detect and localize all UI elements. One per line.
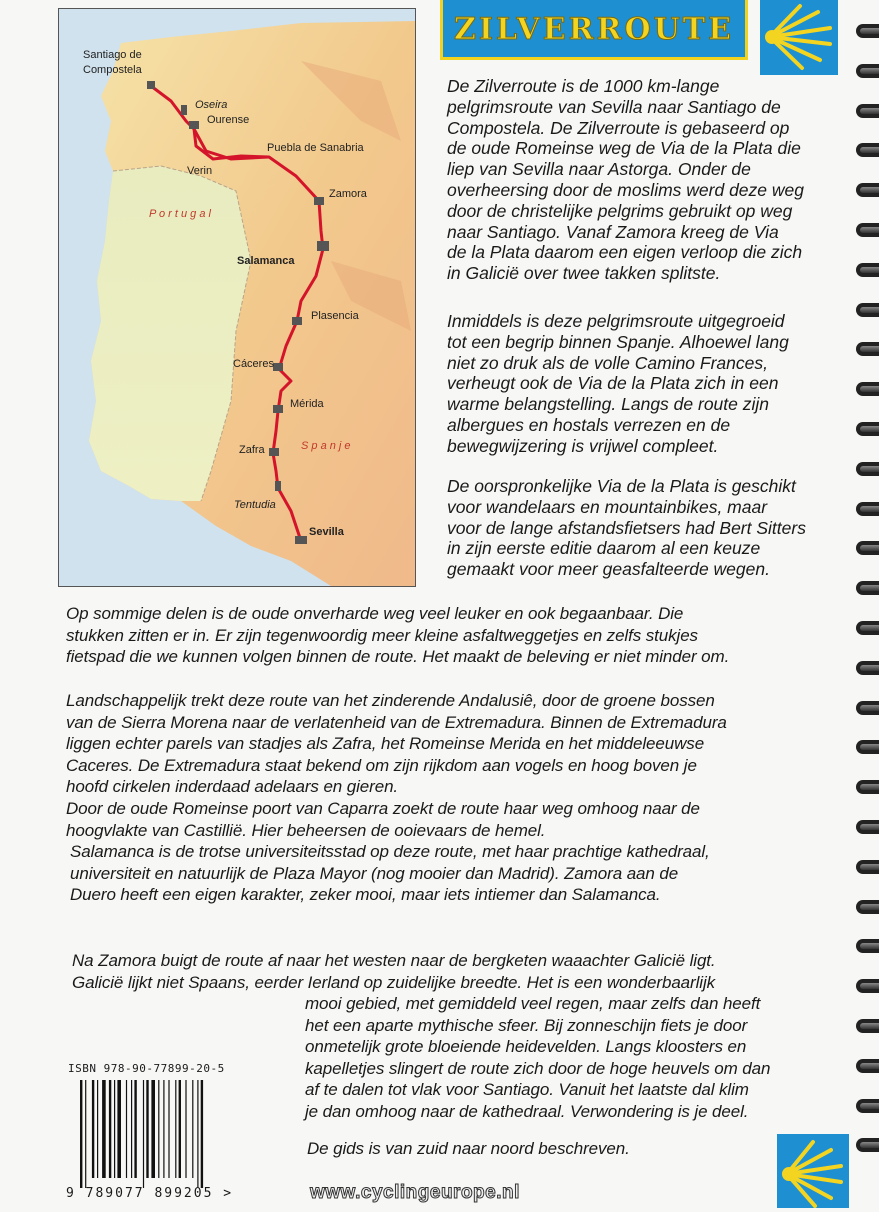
label-verin: Verin (187, 165, 213, 177)
binding-ring (856, 701, 879, 715)
label-caceres: Cáceres (233, 358, 274, 370)
barcode-bar (146, 1080, 148, 1178)
binding-ring (856, 462, 879, 476)
text-line: bewegwijzering is vrijwel compleet. (447, 435, 719, 456)
text-line: De Zilverroute is de 1000 km-lange (447, 76, 720, 96)
label-salamanca: Salamanca (237, 255, 295, 267)
barcode-bar (158, 1080, 159, 1178)
galicia-paragraph-continued (305, 993, 770, 1123)
binding-ring (856, 303, 879, 317)
intro-paragraph (447, 76, 804, 284)
binding-ring (856, 661, 879, 675)
barcode-bar (201, 1080, 203, 1188)
binding-ring (856, 64, 879, 78)
barcode-bar (109, 1080, 111, 1178)
label-sevilla: Sevilla (309, 526, 344, 538)
label-oseira: Oseira (195, 99, 228, 111)
label-zafra: Zafra (239, 444, 265, 456)
barcode-digits: 9 789077 899205 > (66, 1186, 234, 1201)
scallop-shell-icon (760, 0, 838, 75)
barcode-bar (97, 1080, 98, 1178)
barcode-bar (117, 1080, 121, 1178)
label-spanje: S p a n j e (301, 440, 351, 452)
barcode-bar (175, 1080, 176, 1178)
scallop-shell-icon (777, 1134, 849, 1208)
label-ourense: Ourense (207, 114, 250, 126)
barcode-bar (192, 1080, 193, 1178)
barcode-bar (179, 1080, 181, 1178)
binding-ring (856, 581, 879, 595)
text-line: warme belangstelling. Langs de route zijn (447, 394, 769, 415)
text-line: hoogvlakte van Castillië. Hier beheersen de ooievaars de hemel. (66, 820, 546, 840)
barcode-bar (131, 1080, 132, 1178)
text-line: Compostela. De Zilverroute is gebaseerd op (447, 117, 790, 138)
text-line: tot een begrip binnen Spanje. Alhoewel lang (447, 331, 789, 352)
church-icon (292, 317, 302, 325)
text-line: Galicië lijkt niet Spaans, eerder Ierland op zuidelijke breedte. Het is een wonderbaarlijk (72, 972, 716, 992)
text-line: De gids is van zuid naar noord beschreven. (307, 1139, 630, 1158)
unpaved-paragraph (66, 603, 729, 668)
binding-ring (856, 939, 879, 953)
church-icon (269, 448, 279, 456)
text-line: Op sommige delen is de oude onverharde weg veel leuker en ook begaanbaar. Die (66, 604, 684, 623)
text-line: voor de lange afstandsfietsers had Bert Sitters (447, 517, 806, 538)
text-line: verheugt ook de Via de la Plata zich in een (447, 373, 779, 394)
original-route-paragraph (447, 476, 806, 580)
label-portugal: P o r t u g a l (149, 208, 211, 220)
label-zamora: Zamora (329, 188, 367, 200)
text-line: Na Zamora buigt de route af naar het westen naar de bergketen waaachter Galicië ligt. (72, 951, 716, 970)
text-line: fietspad die we kunnen volgen binnen de route. Het maakt de beleving er niet minder om. (66, 647, 730, 667)
barcode-bar (163, 1080, 164, 1178)
text-line: het een aparte mythische sfeer. Bij zonneschijn fiets je door (305, 1015, 748, 1035)
text-line: kapelletjes slingert de route zich door de hoge heuvels om dan (305, 1058, 771, 1078)
text-line: pelgrimsroute van Sevilla naar Santiago de (447, 96, 781, 117)
church-icon (273, 363, 283, 371)
binding-ring (856, 104, 879, 118)
binding-ring (856, 422, 879, 436)
barcode-bar (185, 1080, 186, 1178)
text-line: je dan omhoog naar de kathedraal. Verwondering is je deel. (305, 1101, 749, 1121)
binding-ring (856, 1019, 879, 1033)
route-map (58, 8, 416, 587)
monastery-icon (275, 481, 281, 491)
binding-ring (856, 183, 879, 197)
church-icon (147, 81, 155, 89)
label-puebla: Puebla de Sanabria (267, 142, 364, 154)
binding-ring (856, 780, 879, 794)
text-line: Salamanca is de trotse universiteitsstad op deze route, met haar prachtige kathedraal, (70, 842, 710, 861)
text-line: gemaakt voor meer geasfalteerde wegen. (447, 559, 770, 580)
text-line: in zijn eerste editie daarom al een keuze (447, 538, 761, 559)
isbn-number: ISBN 978-90-77899-20-5 (68, 1062, 225, 1075)
text-line: overheersing door de moslims werd deze weg (447, 179, 804, 200)
text-line: de la Plata daarom een eigen verloop die zich (447, 242, 803, 263)
binding-ring (856, 900, 879, 914)
label-compostela: Compostela (83, 64, 142, 76)
text-line: naar Santiago. Vanaf Zamora kreeg de Via (447, 221, 779, 242)
church-icon (273, 405, 283, 413)
barcode (80, 1080, 232, 1188)
binding-ring (856, 263, 879, 277)
binding-ring (856, 820, 879, 834)
text-line: De oorspronkelijke Via de la Plata is geschikt (447, 476, 796, 496)
binding-ring (856, 541, 879, 555)
label-plasencia: Plasencia (311, 310, 359, 322)
text-line: van de Sierra Morena naar de verlatenheid van de Extremadura. Binnen de Extremadura (66, 712, 727, 732)
church-icon (189, 121, 199, 129)
text-line: Duero heeft een eigen karakter, zeker mooi, maar iets intiemer dan Salamanca. (70, 885, 661, 905)
popularity-paragraph (447, 311, 789, 457)
salamanca-paragraph (70, 841, 710, 906)
binding-ring (856, 1099, 879, 1113)
barcode-bar (134, 1080, 136, 1178)
barcode-bar (114, 1080, 115, 1178)
binding-ring (856, 143, 879, 157)
barcode-bar (143, 1080, 144, 1188)
binding-ring (856, 502, 879, 516)
label-tentudia: Tentudia (234, 499, 276, 511)
text-line: universiteit en natuurlijk de Plaza Mayor (nog mooier dan Madrid). Zamora aan de (70, 863, 679, 883)
text-line: voor wandelaars en mountainbikes, maar (447, 496, 768, 517)
barcode-bar (197, 1080, 198, 1188)
barcode-bar (85, 1080, 86, 1188)
text-line: albergues en hostals verrezen en de (447, 414, 731, 435)
binding-ring (856, 1059, 879, 1073)
text-line: Door de oude Romeinse poort van Caparra zoekt de route haar weg omhoog naar de (66, 798, 700, 818)
galicia-paragraph (72, 950, 716, 993)
text-line: mooi gebied, met gemiddeld veel regen, maar zelfs dan heeft (305, 994, 761, 1013)
binding-ring (856, 223, 879, 237)
barcode-bar (126, 1080, 127, 1178)
label-santiago: Santiago de (83, 49, 142, 61)
text-line: de oude Romeinse weg de Via de la Plata die (447, 138, 801, 159)
barcode-bar (151, 1080, 155, 1178)
book-title: ZILVERROUTE (454, 12, 734, 47)
website-link[interactable]: www.cyclingeurope.nl (310, 1182, 520, 1203)
monastery-icon (181, 105, 187, 115)
text-line: hoofd cirkelen inderdaad adelaars en gieren. (66, 777, 399, 797)
binding-ring (856, 382, 879, 396)
barcode-bar (102, 1080, 106, 1178)
text-line: niet zo druk als de volle Camino Frances, (447, 352, 768, 373)
text-line: stukken zitten er in. Er zijn tegenwoordig meer kleine asfaltweggetjes en zelfs stukjes (66, 625, 698, 645)
text-line: in Galicië over twee takken splitste. (447, 263, 721, 284)
text-line: Inmiddels is deze pelgrimsroute uitgegroeid (447, 311, 785, 331)
title-banner (440, 0, 748, 60)
barcode-bar (92, 1080, 94, 1178)
text-line: onmetelijk grote bloeiende heidevelden. Langs kloosters en (305, 1037, 747, 1057)
map-graphic (59, 9, 415, 586)
barcode-bar (80, 1080, 82, 1188)
binding-ring (856, 24, 879, 38)
text-line: af te dalen tot vlak voor Santiago. Vanuit het laatste dal klim (305, 1080, 749, 1100)
barcode-bar (168, 1080, 169, 1178)
binding-ring (856, 342, 879, 356)
cathedral-icon (295, 536, 307, 544)
binding-ring (856, 740, 879, 754)
binding-ring (856, 860, 879, 874)
binding-ring (856, 1138, 879, 1152)
text-line: liep van Sevilla naar Astorga. Onder de (447, 159, 751, 180)
text-line: Landschappelijk trekt deze route van het zinderende Andalusiê, door de groene bossen (66, 691, 715, 710)
text-line: door de christelijke pelgrims gebruikt op weg (447, 200, 793, 221)
binding-ring (856, 621, 879, 635)
church-icon (314, 197, 324, 205)
binding-ring (856, 979, 879, 993)
cathedral-icon (317, 241, 329, 251)
text-line: liggen echter parels van stadjes als Zafra, het Romeinse Merida en het middeleeuwse (66, 734, 705, 754)
label-merida: Mérida (290, 398, 324, 410)
landscape-paragraph (66, 690, 727, 841)
direction-note (307, 1138, 630, 1160)
text-line: Caceres. De Extremadura staat bekend om zijn rijkdom aan vogels en hoog boven je (66, 755, 697, 775)
